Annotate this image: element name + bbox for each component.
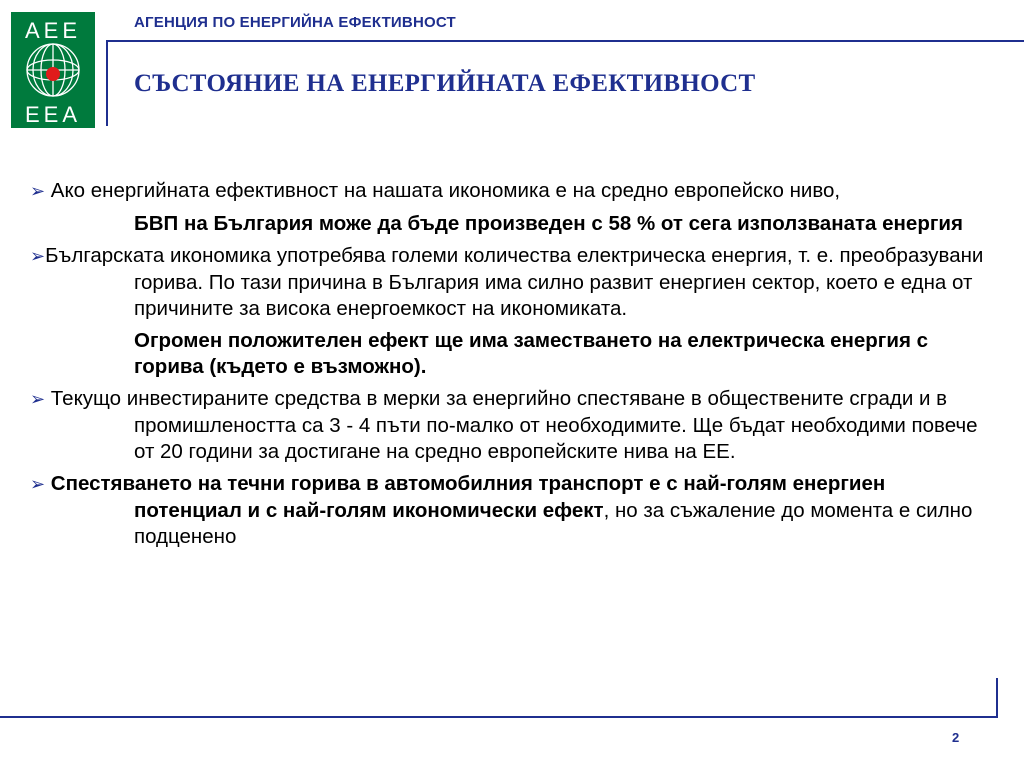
- slide-title: СЪСТОЯНИЕ НА ЕНЕРГИЙНАТА ЕФЕКТИВНОСТ: [134, 70, 756, 97]
- bullet-2-text: Българската икономика употребява големи количества електрическа енергия, т. е. преобразувани горива. По тази причина в България има силно развит енергиен сектор, което е една от причините за висока енергоемкост на икономиката.: [45, 244, 984, 320]
- bottom-vertical-rule: [996, 678, 998, 718]
- arrow-head-icon: ➢: [30, 389, 46, 410]
- logo-red-core: [46, 67, 60, 81]
- arrow-head-icon: ➢: [30, 246, 46, 267]
- aee-logo: [11, 12, 95, 128]
- bullet-4: [30, 471, 990, 550]
- top-rule: [106, 40, 1024, 42]
- logo-bottom-text: EEA: [24, 102, 82, 127]
- bullet-1-text: Ако енергийната ефективност на нашата икономика е на средно европейско ниво,: [50, 179, 841, 202]
- bullet-2-emphasis: Огромен положителен ефект ще има заместването на електрическа енергия с горива (където е възможно).: [134, 329, 929, 378]
- bullet-1-emphasis: БВП на България може да бъде произведен с 58 % от сега използваната енергия: [134, 212, 963, 235]
- logo-top-text: AEE: [24, 18, 82, 43]
- bullet-4-rest-text: , но за съжаление до момента е силно подценено: [134, 499, 973, 548]
- arrow-head-icon: ➢: [30, 181, 46, 202]
- page-number: 2: [952, 730, 960, 745]
- agency-name: АГЕНЦИЯ ПО ЕНЕРГИЙНА ЕФЕКТИВНОСТ: [134, 14, 456, 31]
- top-vertical-rule: [106, 40, 108, 126]
- arrow-head-icon: ➢: [30, 474, 46, 495]
- bullet-2: [30, 243, 990, 322]
- bullet-3-text: Текущо инвестираните средства в мерки за енергийно спестяване в обществените сгради и в промишлеността са 3 - 4 пъти по-малко от необходимите. Ще бъдат необходими повече от 20 години за достигане на средно европейските нива на ЕЕ.: [50, 387, 978, 463]
- bottom-rule: [0, 716, 998, 718]
- bullet-4-bold-text: Спестяването на течни горива в автомобилния транспорт е с най-голям енергиен потенциал и с най-голям икономически ефект: [50, 472, 886, 522]
- bullet-3: [30, 386, 990, 465]
- slide-body: [30, 178, 990, 550]
- bullet-1: [30, 178, 990, 205]
